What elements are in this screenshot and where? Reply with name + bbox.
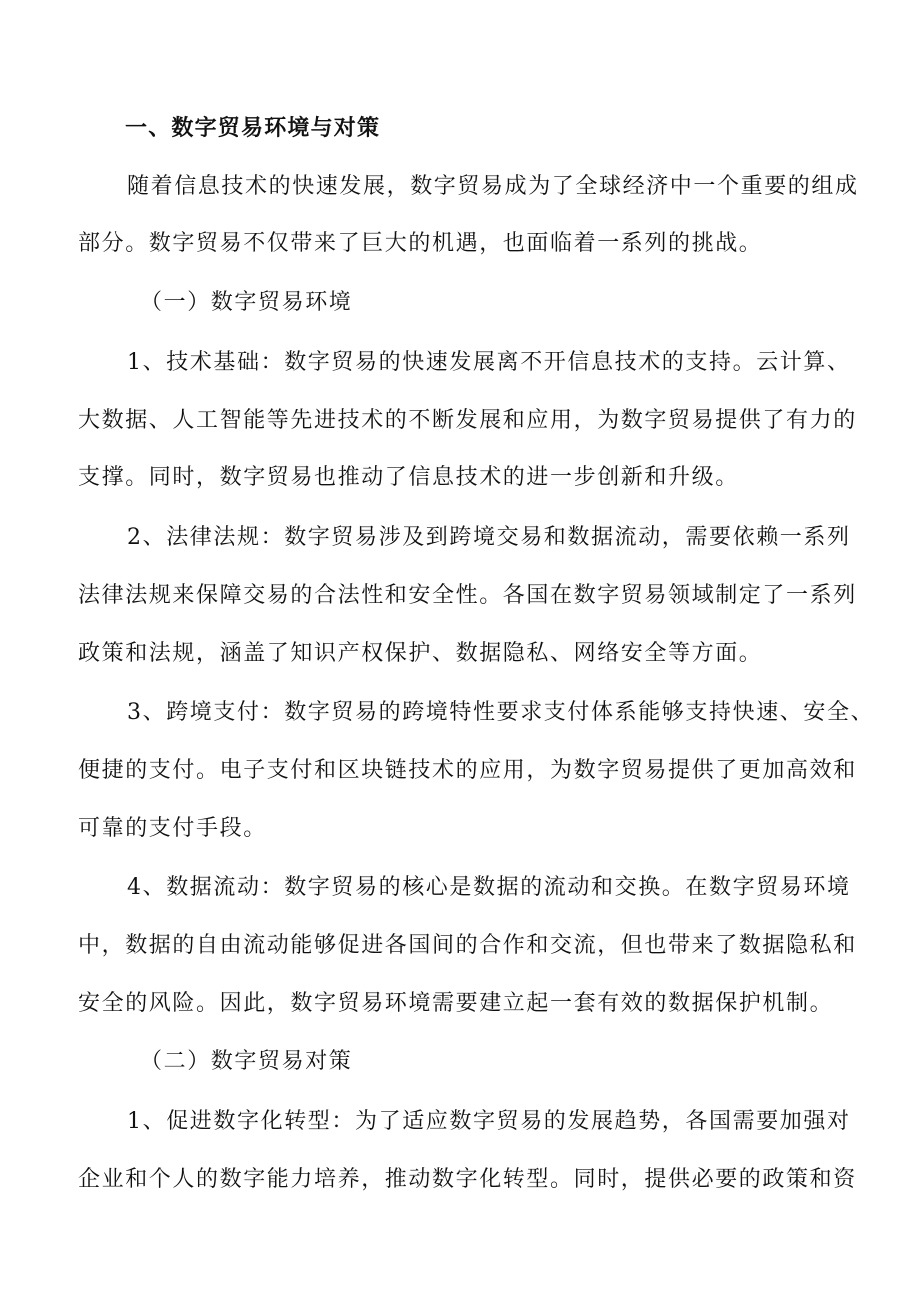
env-item-2-line: 政策和法规，涵盖了知识产权保护、数据隐私、网络安全等方面。	[78, 641, 763, 666]
env-item-3-line: 可靠的支付手段。	[78, 816, 267, 841]
env-item-4-line: 安全的风险。因此，数字贸易环境需要建立起一套有效的数据保护机制。	[78, 991, 834, 1016]
env-item-4-line: 中，数据的自由流动能够促进各国间的合作和交流，但也带来了数据隐私和	[78, 933, 857, 958]
subheading-environment: （一）数字贸易环境	[140, 290, 353, 315]
env-item-1-line: 支撑。同时，数字贸易也推动了信息技术的进一步创新和升级。	[78, 465, 739, 490]
env-item-1-line: 1、技术基础：数字贸易的快速发展离不开信息技术的支持。云计算、	[127, 350, 851, 375]
subheading-strategy: （二）数字贸易对策	[140, 1049, 353, 1074]
env-item-3-line: 3、跨境支付：数字贸易的跨境特性要求支付体系能够支持快速、安全、	[127, 700, 875, 725]
section-heading: 一、数字贸易环境与对策	[125, 115, 381, 141]
env-item-3-line: 便捷的支付。电子支付和区块链技术的应用，为数字贸易提供了更加高效和	[78, 758, 857, 783]
env-item-2-line: 2、法律法规：数字贸易涉及到跨境交易和数据流动，需要依赖一系列	[127, 525, 851, 550]
intro-line: 随着信息技术的快速发展，数字贸易成为了全球经济中一个重要的组成	[127, 174, 859, 199]
env-item-1-line: 大数据、人工智能等先进技术的不断发展和应用，为数字贸易提供了有力的	[78, 408, 857, 433]
strategy-item-1-line: 企业和个人的数字能力培养，推动数字化转型。同时，提供必要的政策和资	[78, 1167, 857, 1192]
env-item-2-line: 法律法规来保障交易的合法性和安全性。各国在数字贸易领域制定了一系列	[78, 583, 857, 608]
strategy-item-1-line: 1、促进数字化转型：为了适应数字贸易的发展趋势，各国需要加强对	[127, 1109, 851, 1134]
intro-line: 部分。数字贸易不仅带来了巨大的机遇，也面临着一系列的挑战。	[78, 231, 763, 256]
env-item-4-line: 4、数据流动：数字贸易的核心是数据的流动和交换。在数字贸易环境	[127, 875, 851, 900]
